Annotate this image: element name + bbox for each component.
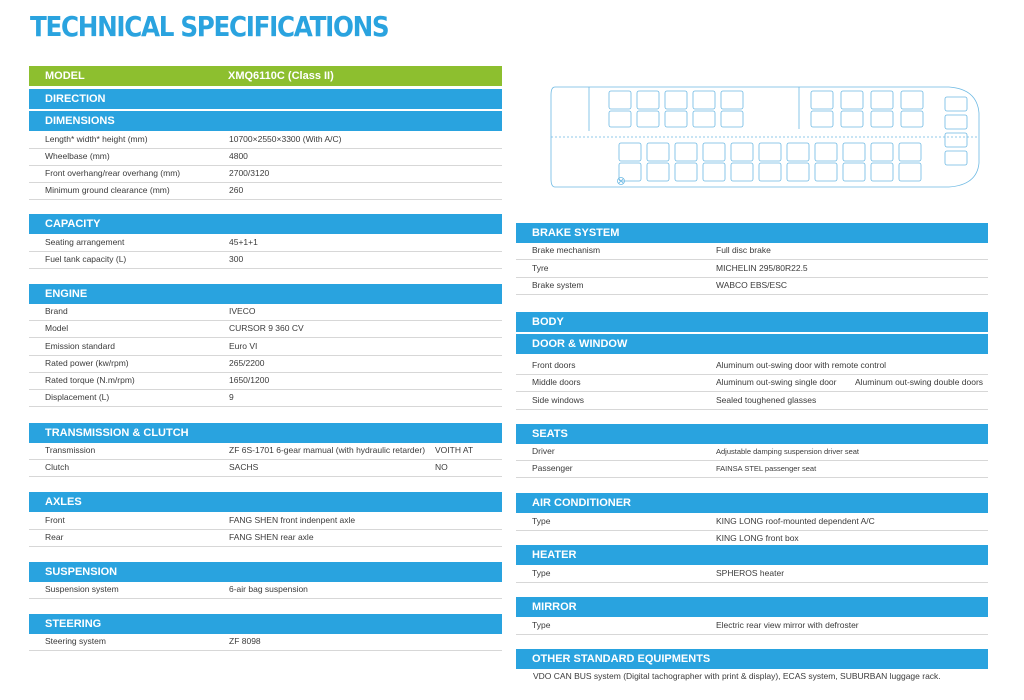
spec-key: Brand <box>45 306 68 316</box>
spec-key: Model <box>45 323 69 333</box>
spec-value: 6-air bag suspension <box>229 584 308 594</box>
table-row <box>29 372 502 390</box>
spec-key: Fuel tank capacity (L) <box>45 254 127 264</box>
spec-value: FAINSA STEL passenger seat <box>716 464 817 473</box>
spec-value: Aluminum out-swing single door <box>716 377 837 387</box>
table-row <box>29 251 502 269</box>
table-row <box>29 131 502 149</box>
table-row <box>516 260 988 278</box>
table-row <box>29 234 502 252</box>
spec-key: Seating arrangement <box>45 237 125 247</box>
engine-header: ENGINE <box>29 284 502 304</box>
steering-header: STEERING <box>29 614 502 634</box>
spec-value: 2700/3120 <box>229 168 270 178</box>
table-row <box>516 513 988 531</box>
direction-header: DIRECTION <box>29 89 502 109</box>
spec-value: 45+1+1 <box>229 237 258 247</box>
table-row <box>29 355 502 373</box>
model-label: MODEL <box>45 70 85 82</box>
suspension-header: SUSPENSION <box>29 562 502 582</box>
table-row <box>29 442 502 460</box>
table-row <box>516 374 988 392</box>
page-title: TECHNICAL SPECIFICATIONS <box>30 10 389 43</box>
heater-header: HEATER <box>516 545 988 565</box>
spec-key: Rated torque (N.m/rpm) <box>45 375 135 385</box>
spec-key: Front <box>45 515 65 525</box>
spec-key: Clutch <box>45 462 70 472</box>
mirror-header: MIRROR <box>516 597 988 617</box>
spec-value: CURSOR 9 360 CV <box>229 323 304 333</box>
other-equipment-header: OTHER STANDARD EQUIPMENTS <box>516 649 988 669</box>
spec-value: Sealed toughened glasses <box>716 395 817 405</box>
air-conditioner-header: AIR CONDITIONER <box>516 493 988 513</box>
spec-value: FANG SHEN front indenpent axle <box>229 515 356 525</box>
spec-key: Front doors <box>532 360 576 370</box>
spec-value: 260 <box>229 185 244 195</box>
table-row <box>516 460 988 478</box>
spec-key: Emission standard <box>45 341 115 351</box>
table-row <box>516 392 988 410</box>
table-row <box>29 182 502 200</box>
spec-option-value: NO <box>435 462 448 472</box>
spec-option-value: Aluminum out-swing double doors <box>855 377 984 387</box>
spec-value: 265/2200 <box>229 358 265 368</box>
body-header: BODY <box>516 312 988 332</box>
spec-value: WABCO EBS/ESC <box>716 280 788 290</box>
table-row <box>29 389 502 407</box>
spec-key: Minimum ground clearance (mm) <box>45 185 170 195</box>
spec-key: Suspension system <box>45 584 119 594</box>
other-equipment-text: VDO CAN BUS system (Digital tachographer with print & display), ECAS system, SUBURBAN luggage rack. <box>533 671 941 681</box>
capacity-header: CAPACITY <box>29 214 502 234</box>
spec-value: 10700×2550×3300 (With A/C) <box>229 134 342 144</box>
spec-key: Rated power (kw/rpm) <box>45 358 129 368</box>
spec-key: Front overhang/rear overhang (mm) <box>45 168 181 178</box>
spec-value: Full disc brake <box>716 245 771 255</box>
spec-value: 1650/1200 <box>229 375 270 385</box>
seats-header: SEATS <box>516 424 988 444</box>
spec-key: Side windows <box>532 395 584 405</box>
spec-key: Middle doors <box>532 377 581 387</box>
spec-value: Euro VI <box>229 341 258 351</box>
dimensions-header: DIMENSIONS <box>29 111 502 131</box>
spec-value: MICHELIN 295/80R22.5 <box>716 263 808 273</box>
axles-header: AXLES <box>29 492 502 512</box>
spec-value: Adjustable damping suspension driver seat <box>716 447 860 456</box>
spec-value: IVECO <box>229 306 256 316</box>
table-row <box>29 338 502 356</box>
spec-key: Type <box>532 568 551 578</box>
table-row <box>29 459 502 477</box>
spec-key: Driver <box>532 446 555 456</box>
door-window-header: DOOR & WINDOW <box>516 334 988 354</box>
spec-key: Tyre <box>532 263 549 273</box>
spec-key: Type <box>532 516 551 526</box>
spec-value: FANG SHEN rear axle <box>229 532 314 542</box>
table-row <box>516 357 988 375</box>
model-value: XMQ6110C (Class II) <box>228 70 334 82</box>
spec-option-value: VOITH AT <box>435 445 474 455</box>
spec-key: Length* width* height (mm) <box>45 134 148 144</box>
spec-key: Rear <box>45 532 64 542</box>
table-row <box>29 303 502 321</box>
spec-value: 4800 <box>229 151 248 161</box>
left-column <box>29 0 502 700</box>
table-row <box>29 148 502 166</box>
brake-header: BRAKE SYSTEM <box>516 223 988 243</box>
spec-value: 300 <box>229 254 244 264</box>
spec-key: Type <box>532 620 551 630</box>
table-row <box>29 165 502 183</box>
table-row <box>29 320 502 338</box>
transmission-header: TRANSMISSION & CLUTCH <box>29 423 502 443</box>
spec-key: Brake system <box>532 280 584 290</box>
table-row <box>29 529 502 547</box>
table-row <box>516 443 988 461</box>
table-row <box>516 242 988 260</box>
spec-value: KING LONG front box <box>716 533 799 543</box>
spec-value: Aluminum out-swing door with remote control <box>716 360 887 370</box>
spec-value: Electric rear view mirror with defroster <box>716 620 859 630</box>
spec-key: Passenger <box>532 463 573 473</box>
table-row <box>29 512 502 530</box>
table-row <box>516 565 988 583</box>
spec-value: SACHS <box>229 462 259 472</box>
spec-value: KING LONG roof-mounted dependent A/C <box>716 516 875 526</box>
right-column <box>516 0 988 700</box>
spec-key: Brake mechanism <box>532 245 601 255</box>
spec-key: Steering system <box>45 636 106 646</box>
table-row <box>516 617 988 635</box>
spec-value: 9 <box>229 392 234 402</box>
table-row <box>29 581 502 599</box>
model-header <box>29 66 502 86</box>
spec-value: ZF 8098 <box>229 636 261 646</box>
spec-key: Displacement (L) <box>45 392 110 402</box>
table-row <box>516 277 988 295</box>
spec-value: ZF 6S-1701 6-gear mamual (with hydraulic retarder) <box>229 445 426 455</box>
spec-value: SPHEROS heater <box>716 568 785 578</box>
spec-key: Transmission <box>45 445 96 455</box>
spec-key: Wheelbase (mm) <box>45 151 110 161</box>
table-row <box>29 633 502 651</box>
